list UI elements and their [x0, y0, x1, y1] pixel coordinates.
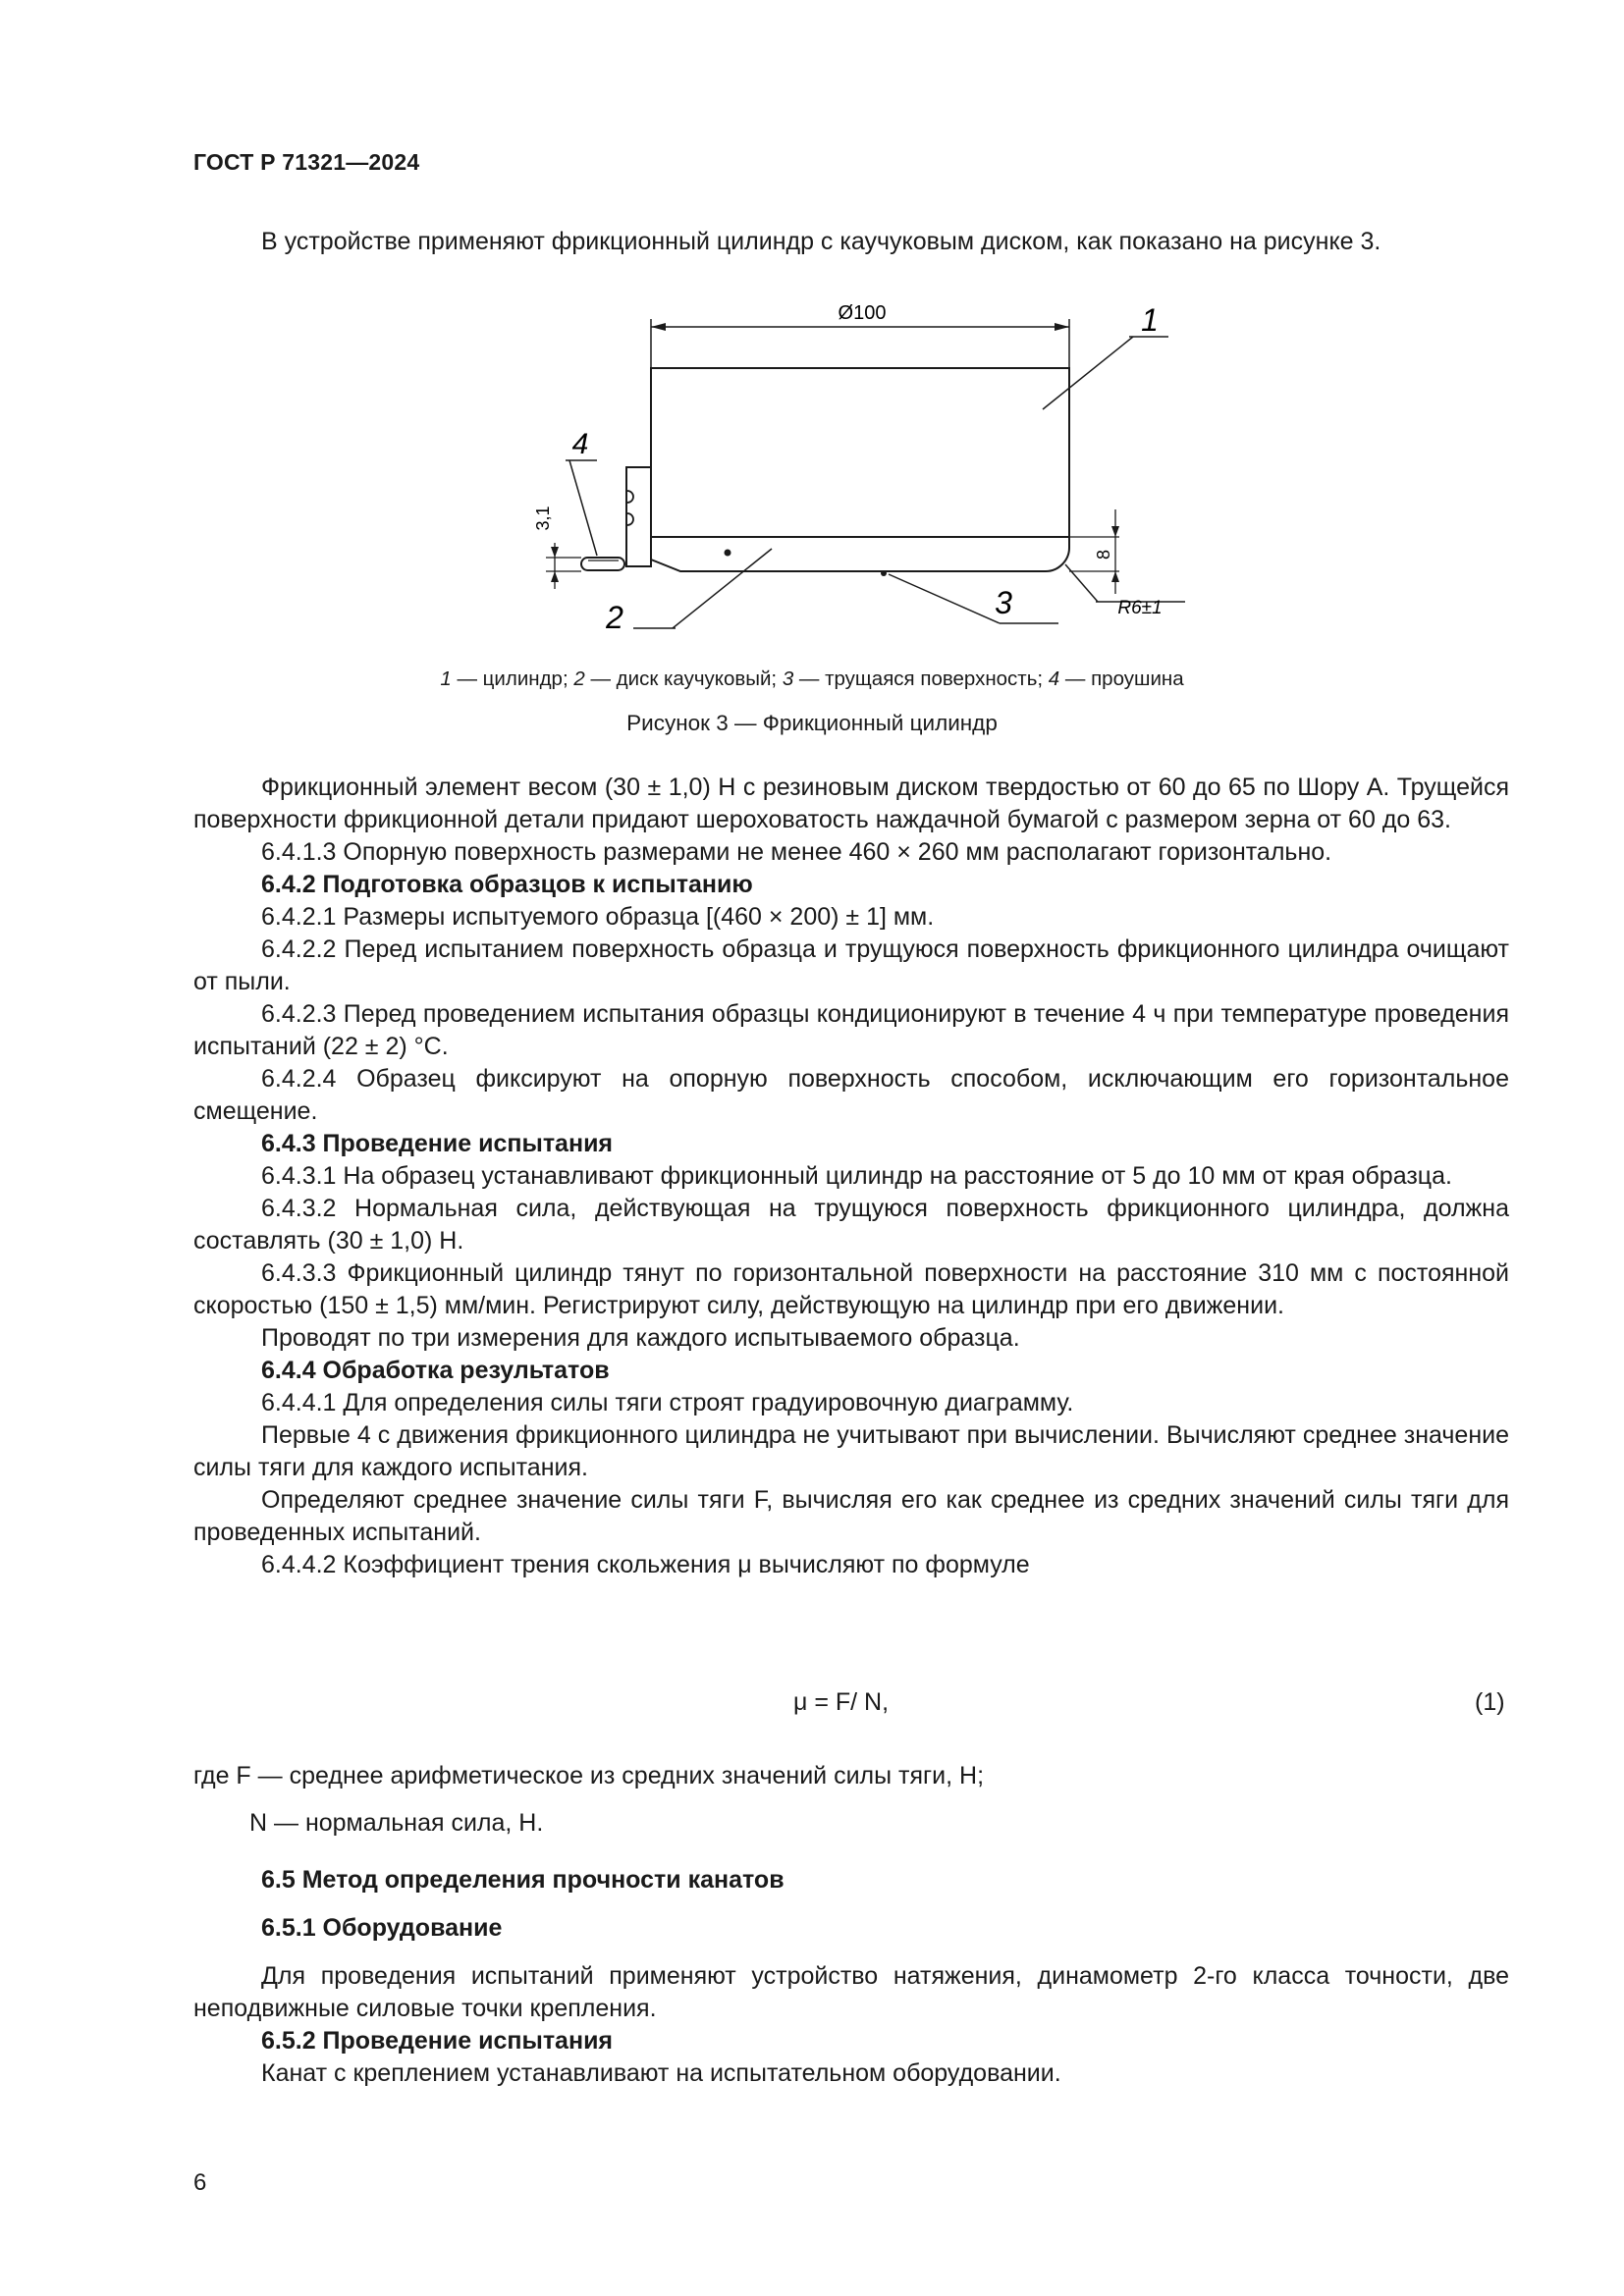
- cylinder-outline: [651, 368, 1069, 571]
- section-paragraph: Проводят по три измерения для каждого испытываемого образца.: [261, 1324, 1020, 1352]
- section-paragraph: Канат с креплением устанавливают на испытательном оборудовании.: [261, 2059, 1061, 2087]
- section-paragraph: 6.4.3.3 Фрикционный цилиндр тянут по горизонтальной поверхности на расстояние 310 мм с постоянной скоростью (150 ± 1,5) мм/мин. Регистрируют силу, действующую на цилиндр при его движении.: [193, 1259, 1509, 1319]
- intro-paragraph: В устройстве применяют фрикционный цилиндр с каучуковым диском, как показано на рисунке 3.: [261, 228, 1381, 255]
- friction-cylinder-figure: [530, 290, 1218, 653]
- section-heading: 6.4.4 Обработка результатов: [261, 1357, 610, 1384]
- section-heading: 6.5.2 Проведение испытания: [261, 2027, 614, 2055]
- lug-plate: [626, 467, 651, 566]
- radius-label: R6±1: [1117, 598, 1163, 618]
- diameter-label: Ø100: [838, 302, 887, 324]
- section-heading: 6.4.2 Подготовка образцов к испытанию: [261, 871, 753, 898]
- callout-3: 3: [995, 585, 1012, 620]
- figure-legend: 1 — цилиндр; 2 — диск каучуковый; 3 — трущаяся поверхность; 4 — проушина: [440, 667, 1184, 690]
- section-paragraph: 6.4.2.4 Образец фиксируют на опорную поверхность способом, исключающим его горизонтальное смещение.: [193, 1065, 1509, 1125]
- section-paragraph: 6.4.3.2 Нормальная сила, действующая на трущуюся поверхность фрикционного цилиндра, должна составлять (30 ± 1,0) Н.: [193, 1195, 1509, 1255]
- figure-caption: Рисунок 3 — Фрикционный цилиндр: [626, 711, 998, 735]
- callout-1: 1: [1141, 302, 1159, 338]
- section-6-5-text: [193, 1864, 1509, 2090]
- height-label: 8: [1094, 549, 1113, 561]
- section-heading: 6.4.3 Проведение испытания: [261, 1130, 614, 1157]
- formula-number: (1): [1475, 1688, 1505, 1716]
- formula: μ = F/ N,: [793, 1688, 890, 1716]
- section-paragraph: Первые 4 с движения фрикционного цилиндра не учитывают при вычислении. Вычисляют среднее значение силы тяги для каждого испытания.: [193, 1421, 1509, 1481]
- body-text: [193, 772, 1509, 1581]
- section-paragraph: Фрикционный элемент весом (30 ± 1,0) Н с резиновым диском твердостью от 60 до 65 по Шору А. Трущейся поверхности фрикционной детали придают шероховатость наждачной бумагой с размером зерна от 60 до 63.: [193, 774, 1509, 833]
- section-paragraph: 6.4.4.1 Для определения силы тяги строят градуировочную диаграмму.: [261, 1389, 1074, 1416]
- ear-dimension-label: 3,1: [533, 506, 553, 531]
- section-paragraph: 6.4.2.1 Размеры испытуемого образца [(460 × 200) ± 1] мм.: [261, 903, 935, 931]
- document-header: ГОСТ Р 71321—2024: [193, 149, 420, 175]
- section-paragraph: 6.4.2.2 Перед испытанием поверхность образца и трущуюся поверхность фрикционного цилиндра очищают от пыли.: [193, 935, 1509, 995]
- lug-eye: [581, 558, 624, 570]
- callout-2: 2: [606, 600, 623, 635]
- section-paragraph: Определяют среднее значение силы тяги F, вычисляя его как среднее из средних значений силы тяги для проведенных испытаний.: [193, 1486, 1509, 1546]
- section-paragraph: 6.4.2.3 Перед проведением испытания образцы кондиционируют в течение 4 ч при температуре проведения испытаний (22 ± 2) °C.: [193, 1000, 1509, 1060]
- page-number: 6: [193, 2169, 207, 2196]
- section-paragraph: 6.4.3.1 На образец устанавливают фрикционный цилиндр на расстояние от 5 до 10 мм от края образца.: [261, 1162, 1452, 1190]
- where-line-2: N — нормальная сила, Н.: [249, 1809, 544, 1837]
- section-paragraph: Для проведения испытаний применяют устройство натяжения, динамометр 2-го класса точности, две неподвижные силовые точки крепления.: [193, 1962, 1509, 2022]
- where-line-1: где F — среднее арифметическое из средних значений силы тяги, Н;: [193, 1762, 985, 1789]
- callout-4: 4: [571, 428, 589, 460]
- section-paragraph: 6.4.1.3 Опорную поверхность размерами не менее 460 × 260 мм располагают горизонтально.: [261, 838, 1332, 866]
- section-heading: 6.5.1 Оборудование: [261, 1914, 503, 1942]
- section-heading: 6.5 Метод определения прочности канатов: [261, 1866, 785, 1894]
- section-paragraph: 6.4.4.2 Коэффициент трения скольжения μ вычисляют по формуле: [261, 1551, 1030, 1578]
